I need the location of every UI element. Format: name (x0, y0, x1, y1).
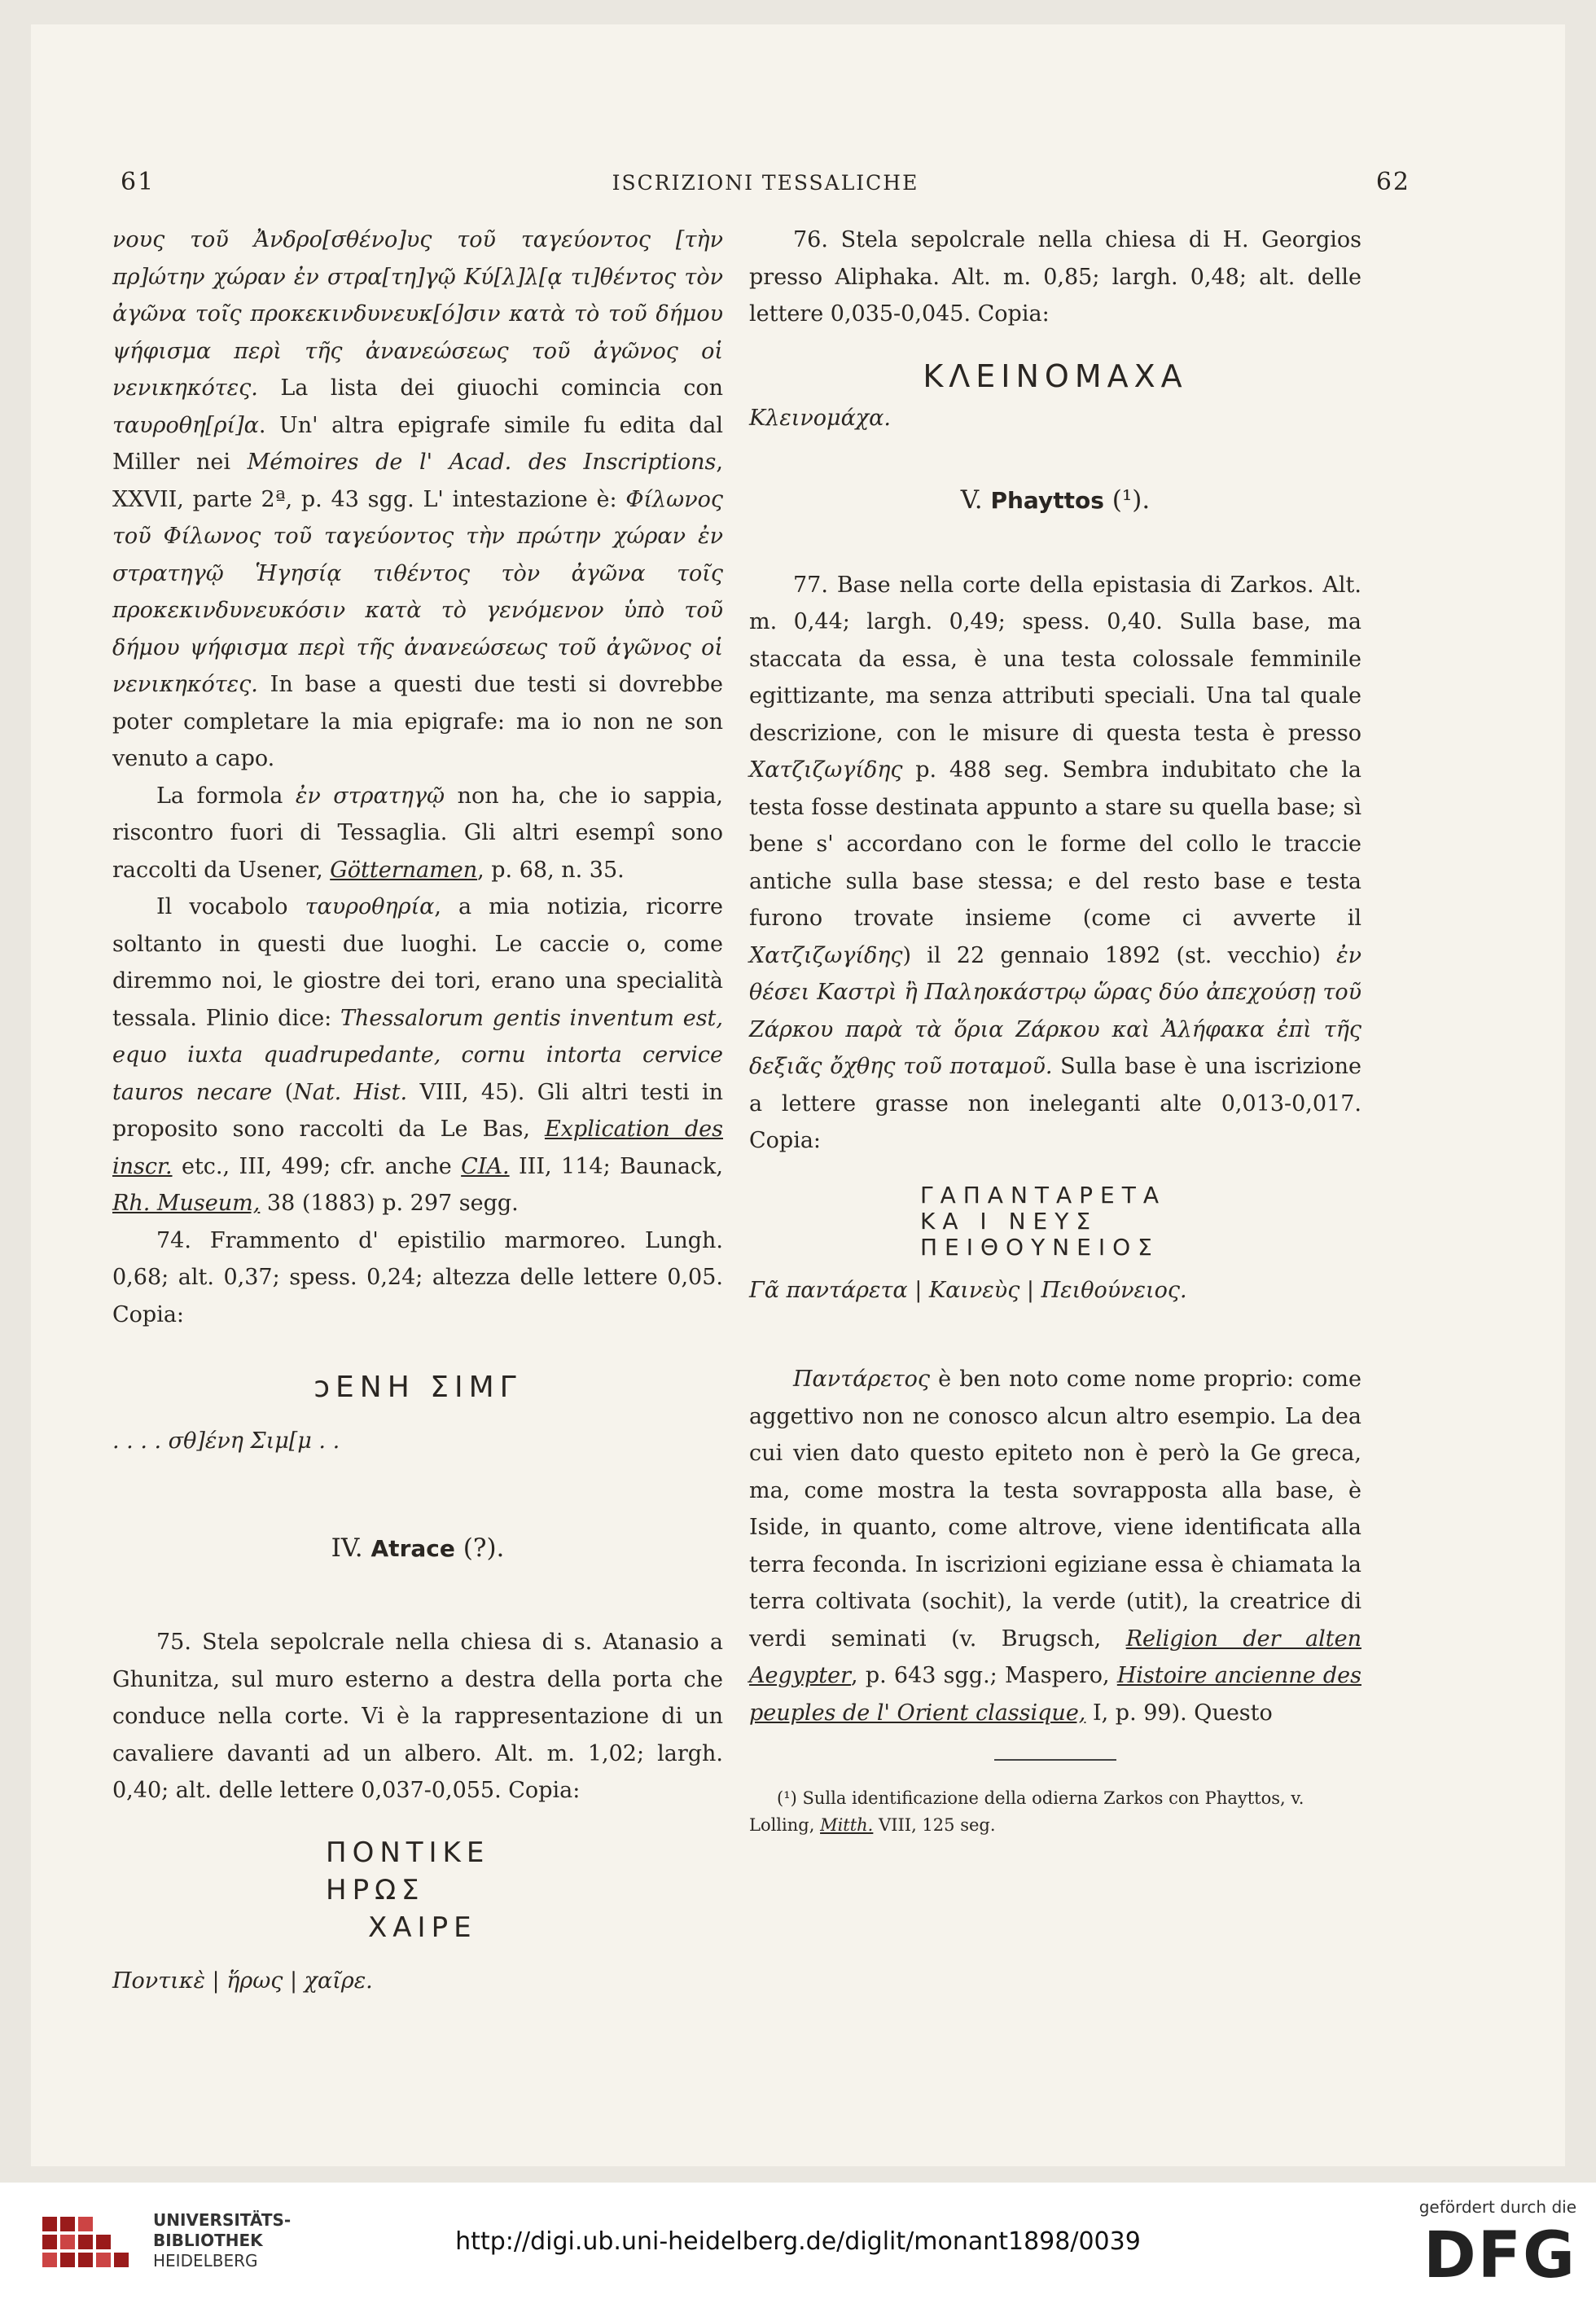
funding-caption: gefördert durch die (1418, 2197, 1576, 2217)
text-run: etc., III, 499; cfr. anche (172, 1153, 462, 1179)
text-run: VIII, 45). Gli altri testi in proposito sono raccolti da Le Bas, (112, 1079, 723, 1142)
text-run: 77. Base nella corte della epistasia di Zarkos. Alt. m. 0,44; largh. 0,49; spess. 0,40. Sulla base, ma staccata da essa, è una testa colossale femminile egittizante, ma senza attributi speciali. Una tal quale descrizione, con le misure di questa testa è presso (749, 572, 1361, 746)
section-note: (¹). (1103, 485, 1151, 515)
text-run: non ha, che io sappia, riscontro fuori di Tessaglia. Gli altri esempî sono raccolti da Usener, (112, 783, 724, 883)
library-name-line: HEIDELBERG (153, 2251, 258, 2270)
left-column (112, 222, 723, 1999)
paragraph-vocabolo (112, 888, 723, 1222)
inscription-line: ΗΡΩΣ (326, 1873, 425, 1906)
book-title: Mémoires de l' Acad. des Inscriptions (247, 450, 717, 475)
inscription-75 (112, 1834, 723, 1946)
reference: CIA. (461, 1153, 510, 1179)
inscription-74: ͻΕΝΗ ΣΙΜΓ (314, 1371, 522, 1404)
greek-text: Φίλωνος τοῦ Φίλωνος τοῦ ταγεύοντος τὴν πρώτην χώραν ἐν στρατηγῷ Ἡγησίᾳ τιθέντος τὸν ἀγῶνα τοῖς προκεκινδυνευκόσιν κατὰ τὸ γενόμενον ὑπὸ τοῦ δήμου ψήφισμα περὶ τῆς ἀνανεώσεως τοῦ ἀγῶνος οἱ νενικηκότες. (112, 486, 723, 697)
right-column (749, 222, 1361, 1839)
page-number-left: 61 (121, 168, 156, 196)
footer-bar (0, 2183, 1596, 2299)
section-name: Atrace (370, 1534, 455, 1562)
greek-text: ταυροθηρία (305, 894, 435, 919)
greek-text: νους τοῦ Ἀνδρο[σθένο]υς τοῦ ταγεύοντος [τὴν πρ]ώτην χώραν ἐν στρα[τη]γῷ Κύ[λ]λ[ᾳ τι]θέντος τὸν ἀγῶνα τοῖς προκεκινδυνευκ[ό]σιν κατὰ τὸ τοῦ δήμου ψήφισμα περὶ τῆς ἀνανεώσεως τοῦ ἀγῶνος οἱ νενικηκότες. (112, 227, 723, 401)
text-run: In base a questi due testi si dovrebbe poter completare la mia epigrafe: ma io non ne son venuto a capo. (112, 672, 723, 771)
section-heading-iv (112, 1530, 723, 1568)
paragraph-formula (112, 778, 723, 889)
text-run: è ben noto come nome proprio: come aggettivo non ne conosco alcun altro esempio. La dea cui vien dato questo epiteto non è però la Ge greca, ma, come mostra la testa sovrapposta alla base, è Iside, in quanto, come altrove, viene identificata alla terra feconda. In iscrizioni egiziane essa è chiamata la terra coltivata (sochit), la verde (utit), la creatrice di verdi seminati (v. Brugsch, (749, 1367, 1361, 1652)
dfg-logo: DFG (1423, 2219, 1576, 2292)
entry-77 (749, 567, 1361, 1160)
inscription-line: ΚΑ Ι ΝΕΥΣ (920, 1207, 1098, 1235)
inscription-77 (749, 1182, 1361, 1261)
permalink-url[interactable]: http://digi.ub.uni-heidelberg.de/diglit/monant1898/0039 (455, 2227, 1141, 2256)
entry-74: 74. Frammento d' epistilio marmoreo. Lungh. 0,68; alt. 0,37; spess. 0,24; altezza delle lettere 0,05. Copia: (112, 1227, 723, 1327)
greek-text: Χατζιζωγίδης (749, 942, 903, 968)
text-run: La lista dei giuochi comincia con (257, 375, 723, 401)
text-run: , XXVII, parte 2ª, p. 43 sgg. L' intestazione è: (112, 450, 723, 512)
inscription-line: ΠΟΝΤΙΚΕ (326, 1836, 490, 1869)
footnote (749, 1785, 1361, 1839)
section-number: IV. (331, 1533, 363, 1563)
greek-text: Χατζιζωγίδης (749, 757, 903, 783)
reference: Rh. Museum, (112, 1191, 261, 1216)
reference: Nat. Hist. (293, 1079, 408, 1105)
text-run: Il vocabolo (156, 894, 305, 919)
entry-76: 76. Stela sepolcrale nella chiesa di H. Georgios presso Aliphaka. Alt. m. 0,85; largh. 0,48; alt. delle lettere 0,035-0,045. Copia: (749, 227, 1361, 327)
reference: Explication des inscr. (112, 1117, 723, 1179)
entry-75: 75. Stela sepolcrale nella chiesa di s. Atanasio a Ghunitza, sul muro esterno a destra della porta che conduce nella corte. Vi è la rappresentazione di un cavaliere davanti ad un albero. Alt. m. 1,02; largh. 0,40; alt. delle lettere 0,037-0,055. Copia: (112, 1630, 723, 1803)
text-run: , p. 643 sgg.; Maspero, (851, 1663, 1117, 1688)
library-name-line: UNIVERSITÄTS- (153, 2210, 292, 2230)
text-run: , a mia notizia, ricorre soltanto in questi due luoghi. Le caccie o, come diremmo noi, le giostre dei tori, erano una specialità tessala. Plinio dice: (112, 894, 723, 1031)
transcription-76: Κλεινομάχα. (749, 405, 891, 431)
book-title: Götternamen (330, 857, 478, 883)
greek-text: ἐν στρατηγῷ (295, 783, 445, 809)
text-run: La formola (156, 783, 296, 809)
text-run: 38 (1883) p. 297 segg. (260, 1191, 519, 1216)
reference: Histoire ancienne des peuples de l' Orient classique, (749, 1663, 1361, 1726)
text-run: , p. 68, n. 35. (477, 857, 625, 883)
book-page (31, 24, 1565, 2166)
inscription-line: ΧΑΙΡΕ (368, 1911, 477, 1944)
text-run: (¹) Sulla identificazione della odierna Zarkos con Phayttos, v. Lolling, (749, 1788, 1304, 1835)
greek-text: ἐν θέσει Καστρὶ ἢ Παληοκάστρῳ ὥρας δύο ἀπεχούσῃ τοῦ Ζάρκου παρὰ τὰ ὅρια Ζάρκου καὶ Ἀλήφακα ἐπὶ τῆς δεξιᾶς ὄχθης τοῦ ποταμοῦ. (749, 942, 1361, 1079)
text-run: III, 114; Baunack, (509, 1153, 723, 1179)
library-name-line: BIBLIOTHEK (153, 2231, 263, 2250)
section-name: Phayttos (990, 487, 1104, 514)
reference: Mitth. (820, 1815, 874, 1835)
text-run: I, p. 99). Questo (1085, 1700, 1273, 1726)
text-run: Sulla base è una iscrizione a lettere grasse non ineleganti alte 0,013-0,017. Copia: (749, 1054, 1361, 1153)
latin-quote: Thessalorum gentis inventum est, equo iuxta quadrupedante, cornu intorta cervice tauros necare (112, 1005, 723, 1105)
transcription-77: Γᾶ παντάρετα | Καινεὺς | Πειθούνειος. (749, 1277, 1187, 1303)
greek-text: ταυροθη[ρί]α (112, 412, 259, 438)
greek-text: Παντάρετος (793, 1367, 931, 1392)
paragraph-continuation (112, 222, 723, 778)
text-run: ( (272, 1079, 294, 1105)
page-number-right: 62 (1375, 168, 1410, 196)
inscription-line: ΓΑΠΑΝΤΑΡΕΤΑ (920, 1181, 1166, 1209)
section-note: (?). (454, 1533, 505, 1563)
section-number: V. (960, 485, 983, 515)
inscription-76: ΚΛΕΙΝΟΜΑΧΑ (923, 358, 1188, 394)
running-header (121, 168, 1410, 200)
section-heading-v (749, 482, 1361, 520)
text-run: . Un' altra epigrafe simile fu edita dal Miller nei (112, 412, 723, 475)
running-title: ISCRIZIONI TESSALICHE (612, 171, 919, 195)
text-run: p. 488 seg. Sembra indubitato che la testa fosse destinata appunto a stare su quella base; sì bene s' accordano con le forme del collo le traccie antiche sulla base stessa; e del resto base e testa furono trovate insieme (come ci avverte il (749, 757, 1361, 931)
transcription-74: . . . . σθ]ένη Σιμ[μ . . (112, 1428, 340, 1454)
text-run: VIII, 125 seg. (873, 1815, 996, 1835)
footnote-divider (994, 1759, 1116, 1761)
text-run: ) il 22 gennaio 1892 (st. vecchio) (902, 942, 1337, 968)
inscription-line: ΠΕΙΘΟΥΝΕΙΟΣ (920, 1233, 1160, 1261)
reference: Religion der alten Aegypter (749, 1626, 1361, 1688)
transcription-75: Ποντικὲ | ἥρως | χαῖρε. (112, 1968, 373, 1994)
paragraph-pantaretos (749, 1361, 1361, 1731)
